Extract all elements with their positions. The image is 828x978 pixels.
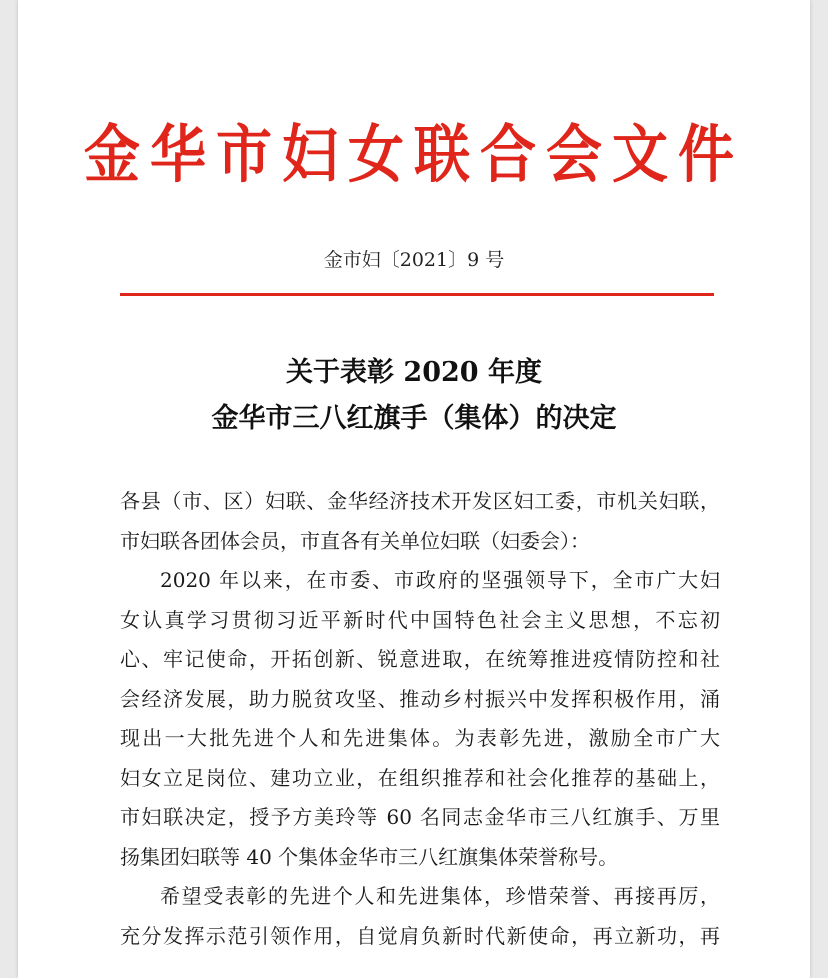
document-title — [18, 350, 810, 442]
paragraph-line: 心、牢记使命，开拓创新、锐意进取，在统筹推进疫情防控和社 — [120, 647, 720, 671]
document-body — [120, 482, 720, 956]
paragraph-line: 妇女立足岗位、建功立业，在组织推荐和社会化推荐的基础上， — [120, 765, 720, 790]
red-divider — [120, 293, 714, 296]
paragraph-line: 充分发挥示范引领作用，自觉肩负新时代新使命，再立新功，再 — [120, 923, 720, 948]
document-title-line-2: 金华市三八红旗手（集体）的决定 — [211, 403, 617, 434]
salutation-line: 各县（市、区）妇联、金华经济技术开发区妇工委，市机关妇联， — [120, 489, 720, 513]
paragraph-line: 2020 年以来，在市委、市政府的坚强领导下，全市广大妇 — [160, 568, 720, 592]
document-page — [18, 0, 810, 978]
paragraph-line: 希望受表彰的先进个人和先进集体，珍惜荣誉、再接再厉， — [160, 884, 720, 908]
document-header-title: 金华市妇女联合会文件 — [84, 119, 744, 192]
document-number: 金市妇〔2021〕9 号 — [323, 249, 505, 271]
paragraph-line: 现出一大批先进个人和先进集体。为表彰先进，激励全市广大 — [120, 726, 720, 750]
paragraph-line: 扬集团妇联等 40 个集体金华市三八红旗集体荣誉称号。 — [120, 844, 619, 869]
paragraph-line: 会经济发展，助力脱贫攻坚、推动乡村振兴中发挥积极作用，涌 — [120, 686, 720, 711]
paragraph-line: 女认真学习贯彻习近平新时代中国特色社会主义思想，不忘初 — [120, 607, 720, 632]
paragraph-line: 市妇联决定，授予方美玲等 60 名同志金华市三八红旗手、万里 — [120, 805, 720, 829]
document-title-line-1: 关于表彰 2020 年度 — [286, 357, 542, 388]
salutation-line: 市妇联各团体会员，市直各有关单位妇联（妇委会）： — [120, 528, 590, 553]
